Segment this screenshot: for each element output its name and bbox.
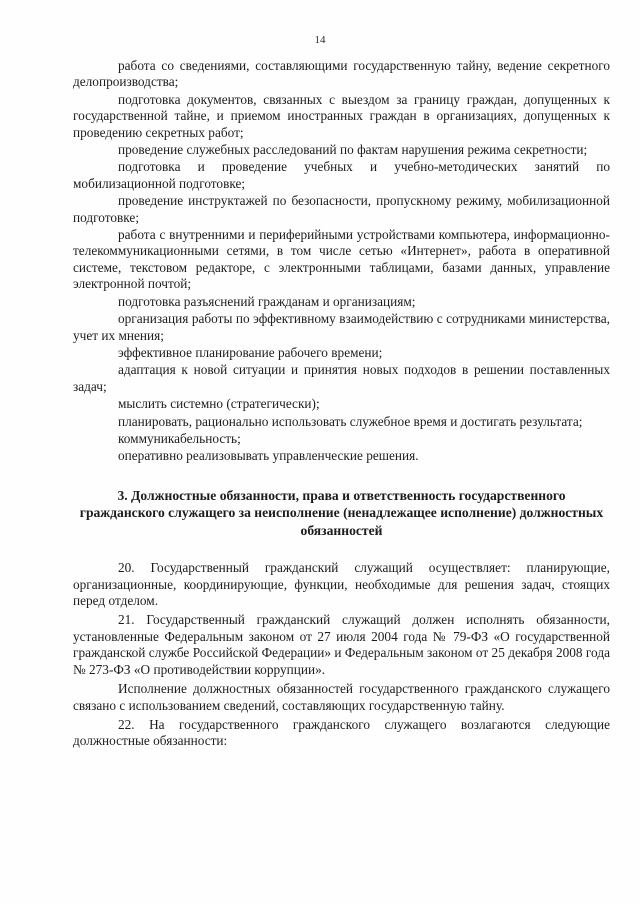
list-item: мыслить системно (стратегически); bbox=[118, 396, 320, 412]
list-item: эффективное планирование рабочего времени; bbox=[118, 344, 383, 360]
paragraph-20: 20. Государственный гражданский служащий осуществляет: планирующие, организационные, координирующие, функции, необходимые для решения задач, стоящих перед отделом. bbox=[73, 560, 610, 609]
list-item: работа с внутренними и периферийными устройствами компьютера, информационно-телекоммуникационными сетями, в том числе сетью «Интернет», работа в оперативной системе, текстовом редакторе, с электронными таблицами, базами данных, управление электронной почтой; bbox=[73, 227, 610, 292]
document-body bbox=[73, 58, 610, 750]
paragraph-21-continuation: Исполнение должностных обязанностей государственного гражданского служащего связано с использованием сведений, составляющих государственную тайну. bbox=[73, 681, 610, 713]
list-item: проведение инструктажей по безопасности, пропускному режиму, мобилизационной подготовке; bbox=[73, 193, 610, 225]
list-item: коммуникабельность; bbox=[118, 430, 241, 446]
page-number: 14 bbox=[314, 34, 326, 46]
paragraph-21: 21. Государственный гражданский служащий должен исполнять обязанности, установленные Федеральным законом от 27 июля 2004 года № 79-ФЗ «О государственной гражданской службе Российской Федерации» и Федеральным законом от 25 декабря 2008 года № 273-ФЗ «О противодействии коррупции». bbox=[73, 612, 610, 677]
skills-list bbox=[73, 58, 610, 465]
list-item: организация работы по эффективному взаимодействию с сотрудниками министерства, учет их мнения; bbox=[73, 311, 610, 343]
list-item: работа со сведениями, составляющими государственную тайну, ведение секретного делопроизводства; bbox=[73, 58, 610, 90]
list-item: планировать, рационально использовать служебное время и достигать результата; bbox=[118, 413, 583, 429]
list-item: подготовка разъяснений гражданам и организациям; bbox=[118, 293, 416, 309]
list-item: подготовка документов, связанных с выездом за границу граждан, допущенных к государственной тайне, и приемом иностранных граждан в организациях, допущенных к проведению секретных работ; bbox=[73, 91, 610, 140]
list-item: оперативно реализовывать управленческие решения. bbox=[118, 448, 419, 464]
list-item: адаптация к новой ситуации и принятия новых подходов в решении поставленных задач; bbox=[73, 362, 610, 394]
list-item: подготовка и проведение учебных и учебно-методических занятий по мобилизационной подготовке; bbox=[73, 159, 610, 191]
list-item: проведение служебных расследований по фактам нарушения режима секретности; bbox=[118, 142, 588, 158]
section-title: 3. Должностные обязанности, права и ответственность государственного гражданского служащего за неисполнение (ненадлежащее исполнение) должностных обязанностей bbox=[79, 487, 604, 538]
paragraph-22: 22. На государственного гражданского служащего возлагаются следующие должностные обязанности: bbox=[73, 716, 610, 749]
